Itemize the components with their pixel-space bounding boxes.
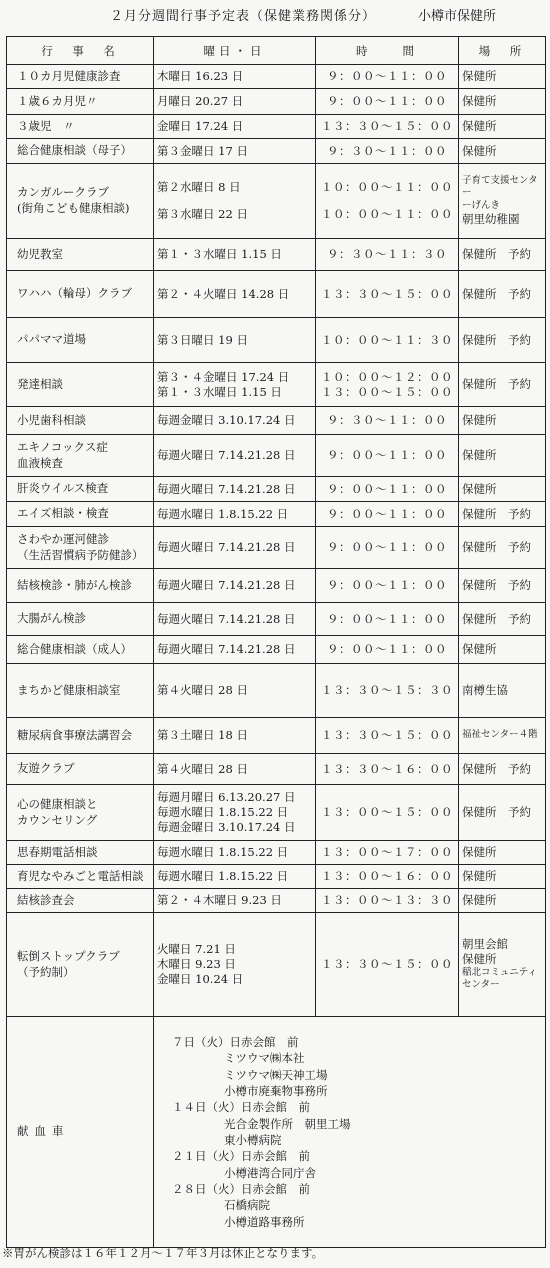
day-cell [154,718,316,754]
day-cell [154,477,316,502]
place-cell [459,271,546,318]
day-cell-line: 第３金曜日 17 日 [157,143,248,158]
time-cell-line: ９：００〜１１：００ [327,642,447,657]
event-name-line: ワハハ（輪母）クラブ [17,286,132,301]
time-cell-line: ９：００〜１１：００ [327,69,447,84]
event-name-line: 発達相談 [17,376,63,391]
event-name-line: 結核検診・肺がん検診 [17,577,132,592]
place-cell [459,527,546,569]
time-cell [316,363,459,407]
event-name [7,664,154,718]
time-cell-line: ９：３０〜１１：００ [327,413,447,428]
place-cell [459,664,546,718]
day-cell-line: 第２水曜日 8 日 [157,180,241,195]
day-cell-line: 毎週水曜日 1.8.15.22 日 [157,869,289,884]
day-cell-line: 第２・４火曜日 14.28 日 [157,286,290,301]
day-cell [154,139,316,164]
time-cell-line: １３：３０〜１５：００ [321,728,453,743]
time-cell [316,785,459,841]
day-cell [154,841,316,865]
day-cell-line: 毎週水曜日 1.8.15.22 日 [157,805,289,820]
table-row [7,477,546,502]
day-cell [154,785,316,841]
place-cell [459,754,546,785]
time-cell [316,239,459,271]
time-cell [316,889,459,913]
table-row [7,502,546,527]
day-cell-line: 月曜日 20.27 日 [157,94,244,109]
place-cell-line: 福祉センター４階 [462,729,538,741]
time-cell [316,841,459,865]
time-cell-line: １３：００〜１３：３０ [321,893,453,908]
time-cell-line: １３：３０〜１５：００ [321,119,453,134]
table-row [7,569,546,603]
place-cell-line: 保健所 予約 [462,247,531,262]
place-cell-line: 保健所 [462,143,497,158]
place-cell-line: 子育て支援センター [462,175,538,199]
place-cell-line: ーげんき [462,199,501,211]
table-row [7,913,546,1017]
blood-donation-site: 東小樽病院 [224,1133,282,1147]
time-cell [316,664,459,718]
day-cell-line: 毎週火曜日 7.14.21.28 日 [157,642,296,657]
time-cell-line: １０：００〜１１：００ [321,180,453,195]
place-cell-line: 保健所 [462,448,497,463]
event-name [7,407,154,435]
time-cell [316,636,459,664]
table-row [7,841,546,865]
place-cell-line: 南樽生協 [462,683,508,698]
blood-donation-date: ７日（火）日赤会館 前 [172,1035,299,1050]
blood-donation-event: 献血車 [7,1017,154,1248]
document-title: ２月分週間行事予定表（保健業務関係分） [110,9,377,24]
place-cell [459,841,546,865]
column-header-place: 場 所 [459,37,546,65]
place-cell-line: 保健所 [462,893,497,908]
place-cell [459,363,546,407]
day-cell [154,164,316,239]
organization-name: 小樽市保健所 [418,9,497,24]
event-name [7,889,154,913]
time-cell-line: ９：００〜１１：００ [327,481,447,496]
day-cell-line: 毎週月曜日 6.13.20.27 日 [157,790,296,805]
day-cell [154,636,316,664]
place-cell-line: 保健所 [462,869,497,884]
day-cell [154,363,316,407]
place-cell-line: 保健所 [462,845,497,860]
event-name [7,754,154,785]
blood-donation-schedule [154,1017,546,1248]
day-cell-line: 金曜日 10.24 日 [157,971,244,986]
table-row [7,89,546,115]
day-cell [154,89,316,115]
time-cell [316,435,459,477]
time-cell-line: ９：００〜１１：００ [327,506,447,521]
table-row [7,865,546,889]
place-cell-line: 保健所 [462,952,497,967]
blood-donation-site: ミツウマ㈱本社 [224,1051,305,1066]
time-cell-line: １３：３０〜１５：３０ [321,683,453,698]
time-cell-line: ９：３０〜１１：００ [327,143,447,158]
day-cell [154,569,316,603]
day-cell [154,913,316,1017]
event-name-line: パパママ道場 [17,332,86,347]
event-name-line: 幼児教室 [17,246,63,261]
table-row [7,664,546,718]
day-cell [154,318,316,363]
time-cell-line: １３：３０〜１６：００ [321,761,453,776]
day-cell-line: 火曜日 7.21 日 [157,942,236,957]
place-cell-line: 保健所 [462,642,497,657]
place-cell-line: 保健所 [462,481,497,496]
table-row [7,239,546,271]
event-name [7,318,154,363]
table-row [7,754,546,785]
time-cell-line: １０：００〜１１：３０ [321,332,453,347]
day-cell [154,754,316,785]
place-cell [459,89,546,115]
column-header-time: 時 間 [316,37,459,65]
time-cell [316,718,459,754]
column-header-day: 曜日・日 [154,37,316,65]
place-cell-line: 保健所 予約 [462,286,531,301]
event-name [7,865,154,889]
event-name-line: (街角こども健康相談) [17,201,130,215]
table-row [7,603,546,636]
event-name [7,569,154,603]
time-cell-line: ９：００〜１１：００ [327,540,447,555]
event-name-line: エイズ相談・検査 [17,506,109,521]
place-cell-line: 保健所 予約 [462,540,531,555]
event-name [7,785,154,841]
time-cell [316,603,459,636]
event-name [7,913,154,1017]
time-cell-line: ９：００〜１１：００ [327,578,447,593]
event-name-line: 心の健康相談と [17,796,98,811]
day-cell-line: 第１・３水曜日 1.15 日 [157,384,282,399]
place-cell-line: 保健所 予約 [462,578,531,593]
event-name-line: まちかど健康相談室 [17,682,121,697]
time-cell [316,527,459,569]
day-cell [154,527,316,569]
time-cell-line: １０：００〜１１：００ [321,207,453,221]
event-name-line: 総合健康相談（成人） [17,641,132,656]
place-cell-line: 保健所 [462,119,497,134]
place-cell-line: 保健所 予約 [462,805,531,820]
blood-donation-site: 光合金製作所 朝里工場 [224,1116,351,1131]
time-cell [316,477,459,502]
table-row [7,527,546,569]
event-name-line: 総合健康相談（母子） [17,143,132,158]
event-name-line: 小児歯科相談 [17,412,86,427]
table-row [7,164,546,239]
place-cell [459,913,546,1017]
place-cell-line: 保健所 予約 [462,611,531,626]
event-name [7,841,154,865]
time-cell-line: １３：００〜１６：００ [321,869,453,884]
event-name-line: 結核診査会 [17,892,75,907]
place-cell-line: 保健所 予約 [462,377,531,392]
time-cell-line [319,195,455,207]
place-cell [459,164,546,239]
blood-donation-date: ２８日（火）日赤会館 前 [172,1181,310,1196]
place-cell [459,603,546,636]
table-row [7,271,546,318]
day-cell-line: 毎週火曜日 7.14.21.28 日 [157,578,296,593]
place-cell-line: 保健所 予約 [462,506,531,521]
event-name [7,718,154,754]
place-cell-line: 保健所 [462,413,497,428]
time-cell-line: １０：００〜１２：００ [321,369,453,384]
blood-donation-row [7,1017,546,1248]
place-cell [459,139,546,164]
day-cell-line: 第３土曜日 18 日 [157,728,248,743]
event-name [7,527,154,569]
event-name-line: カウンセリング [17,812,98,827]
day-cell-line: 毎週水曜日 1.8.15.22 日 [157,506,289,521]
place-cell [459,785,546,841]
table-row [7,636,546,664]
day-cell [154,889,316,913]
day-cell-line: 毎週火曜日 7.14.21.28 日 [157,448,296,463]
event-name-line: 思春期電話相談 [17,844,98,859]
place-cell [459,239,546,271]
event-name [7,435,154,477]
time-cell [316,115,459,139]
time-cell [316,164,459,239]
place-cell-line: 保健所 [462,94,497,109]
place-cell-line: センター [462,979,500,991]
day-cell-line: 第４火曜日 28 日 [157,761,248,776]
day-cell-line: 毎週火曜日 7.14.21.28 日 [157,481,296,496]
event-name [7,603,154,636]
table-row [7,785,546,841]
time-cell-line: ９：００〜１１：００ [327,448,447,463]
event-name-line: 大腸がん検診 [17,611,86,626]
time-cell-line: ９：００〜１１：００ [327,94,447,109]
blood-donation-site: 小樽道路事務所 [224,1214,305,1229]
table-row [7,435,546,477]
time-cell [316,318,459,363]
time-cell [316,913,459,1017]
time-cell-line: １３：３０〜１５：００ [321,286,453,301]
place-cell [459,502,546,527]
table-row [7,65,546,89]
place-cell [459,65,546,89]
time-cell-line: ９：３０〜１１：３０ [327,247,447,262]
day-cell-line: 毎週金曜日 3.10.17.24 日 [157,819,296,834]
place-cell-line: 保健所 [462,69,497,84]
day-cell [154,865,316,889]
table-row [7,115,546,139]
place-cell [459,865,546,889]
event-name-line: 転倒ストップクラブ [17,948,120,963]
time-cell-line: １３：００〜１７：００ [321,845,453,860]
day-cell-line: 毎週金曜日 3.10.17.24 日 [157,413,296,428]
event-name-line: （生活習慣病予防健診） [17,547,144,562]
place-cell [459,718,546,754]
event-name [7,115,154,139]
place-cell-line: 稲北コミュニティ [462,967,538,979]
place-cell [459,889,546,913]
event-name [7,477,154,502]
footnote: ※胃がん検診は１６年１２月〜１７年３月は休止となります。 [2,1246,324,1260]
day-cell-line: 木曜日 9.23 日 [157,957,236,972]
table-row [7,889,546,913]
event-name [7,65,154,89]
place-cell [459,318,546,363]
day-cell-line: 第３日曜日 19 日 [157,332,248,347]
table-row [7,363,546,407]
event-name-line: １０カ月児健康診査 [17,68,121,83]
day-cell [154,603,316,636]
blood-donation-date: ２１日（火）日赤会館 前 [172,1149,310,1164]
day-cell [154,502,316,527]
event-name-line: 血液検査 [17,455,63,470]
event-name-line: エキノコックス症 [17,439,108,454]
place-cell [459,435,546,477]
time-cell [316,139,459,164]
event-name-line: 育児なやみごと電話相談 [17,868,144,883]
day-cell-line: 毎週水曜日 1.8.15.22 日 [157,845,289,860]
event-name [7,363,154,407]
time-cell-line: １３：００〜１５：００ [321,805,453,820]
blood-donation-site: 小樽市廃棄物事務所 [224,1084,328,1099]
event-name [7,502,154,527]
event-name [7,89,154,115]
column-header-event: 行 事 名 [7,37,154,65]
table-row [7,139,546,164]
time-cell [316,271,459,318]
schedule-table [6,36,546,1248]
event-name [7,139,154,164]
table-row [7,407,546,435]
place-cell [459,407,546,435]
time-cell [316,569,459,603]
day-cell [154,407,316,435]
table-row [7,718,546,754]
place-cell-line: 朝里幼稚園 [462,212,520,227]
day-cell [154,435,316,477]
event-name-line: カンガルークラブ [17,185,109,200]
event-name-line: （予約制） [17,964,75,979]
event-name-line: 友遊クラブ [17,761,75,776]
day-cell-line [157,195,312,207]
time-cell-line: ９：００〜１１：００ [327,611,447,626]
day-cell [154,239,316,271]
event-name [7,239,154,271]
time-cell [316,754,459,785]
place-cell [459,569,546,603]
place-cell-line: 保健所 予約 [462,761,531,776]
day-cell-line: 毎週火曜日 7.14.21.28 日 [157,540,296,555]
blood-donation-site: 石橋病院 [224,1198,270,1213]
day-cell [154,271,316,318]
day-cell-line: 第３水曜日 22 日 [157,207,248,221]
day-cell-line: 毎週火曜日 7.14.21.28 日 [157,611,296,626]
blood-donation-site: ミツウマ㈱天神工場 [224,1067,328,1082]
time-cell-line: １３：３０〜１５：００ [321,957,453,972]
event-name-line: １歳６カ月児〃 [17,93,98,108]
time-cell-line: １３：００〜１５：００ [321,384,453,399]
day-cell-line: 第２・４木曜日 9.23 日 [157,893,282,908]
event-name-line: 肝炎ウイルス検査 [17,481,109,496]
event-name [7,636,154,664]
event-name [7,271,154,318]
day-cell-line: 第４火曜日 28 日 [157,683,248,698]
table-row [7,318,546,363]
event-name-line: さわやか運河健診 [17,531,109,546]
table-header-row [7,37,546,65]
day-cell-line: 金曜日 17.24 日 [157,119,244,134]
time-cell [316,865,459,889]
event-name-line: 糖尿病食事療法講習会 [17,727,132,742]
time-cell [316,89,459,115]
place-cell-line: 朝里会館 [462,937,508,952]
day-cell [154,115,316,139]
blood-donation-date: １４日（火）日赤会館 前 [172,1100,310,1115]
place-cell [459,115,546,139]
time-cell [316,407,459,435]
time-cell [316,65,459,89]
day-cell-line: 木曜日 16.23 日 [157,69,244,84]
day-cell-line: 第１・３水曜日 1.15 日 [157,247,282,262]
place-cell-line: 保健所 予約 [462,332,531,347]
event-name [7,164,154,239]
day-cell [154,664,316,718]
event-name-line: ３歳児 〃 [17,118,75,133]
time-cell [316,502,459,527]
day-cell [154,65,316,89]
place-cell [459,636,546,664]
place-cell [459,477,546,502]
day-cell-line: 第３・４金曜日 17.24 日 [157,369,290,384]
blood-donation-site: 小樽港湾合同庁舎 [224,1165,316,1180]
